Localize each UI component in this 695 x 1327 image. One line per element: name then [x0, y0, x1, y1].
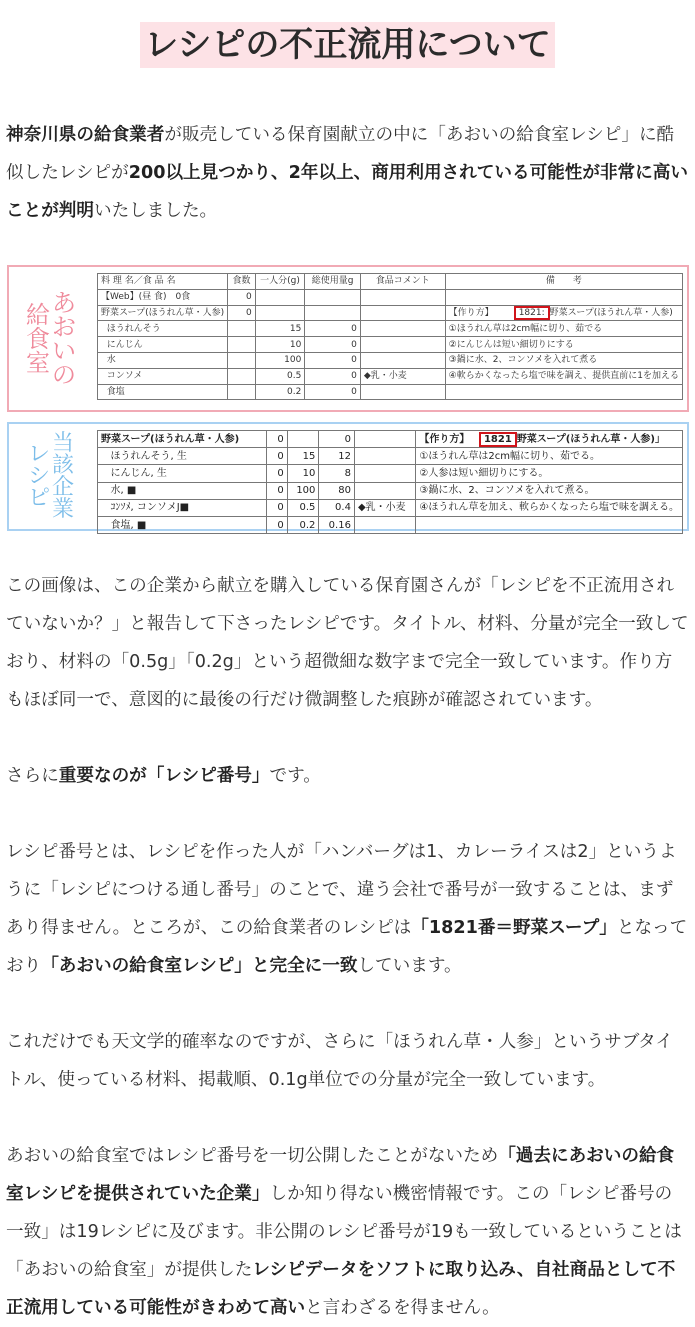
aoi-header-name: 料 理 名／食 品 名: [98, 274, 228, 290]
aoi-ingredient-row: [98, 321, 683, 337]
company-ingredient-total: 12: [319, 448, 355, 465]
company-dish-row: [98, 431, 683, 448]
aoi-dish-row: [98, 305, 683, 321]
aoi-ingredient-per: 15: [255, 321, 305, 337]
aoi-ingredient-count: [228, 352, 256, 368]
company-ingredient-c1: 0: [266, 499, 287, 516]
aoi-ingredient-row: [98, 368, 683, 384]
company-dish-note: [416, 431, 683, 448]
aoi-ingredient-total: 0: [305, 368, 361, 384]
company-recipe-table: [97, 430, 683, 534]
con-text-3: と言わざるを得ません。: [305, 1298, 500, 1318]
aoi-header-note: 備 考: [445, 274, 682, 290]
company-ingredient-note: ①ほうれん草は2cm幅に切り、茹でる。: [416, 448, 683, 465]
company-label-char: 企: [52, 475, 75, 500]
aoi-meal-name: 【Web】(昼 食) 0食: [98, 289, 228, 305]
aoi-label-char: の: [52, 361, 76, 389]
con-bold-2: レシピデータをソフトに取り込み、自社商品として不正流用している可能性がきわめて高い: [6, 1260, 676, 1318]
aoi-dish-count: 0: [228, 305, 256, 321]
company-ingredient-row: [98, 516, 683, 533]
rn-bold-1: 重要なのが「レシピ番号」: [58, 766, 270, 786]
aoi-ingredient-total: 0: [305, 321, 361, 337]
company-label-char: ピ: [27, 486, 50, 511]
aoi-ingredient-note: ②にんじんは短い細切りにする: [445, 337, 682, 353]
aoi-ingredient-note: ③鍋に水、2、コンソメを入れて煮る: [445, 352, 682, 368]
aoi-label-char: い: [52, 337, 76, 365]
aoi-ingredient-comment: [360, 352, 445, 368]
company-ingredient-note: ③鍋に水、2、コンソメを入れて煮る。: [416, 482, 683, 499]
aoi-ingredient-name: コンソメ: [98, 368, 228, 384]
company-ingredient-row: [98, 499, 683, 516]
aoi-ingredient-per: 100: [255, 352, 305, 368]
company-label-char: シ: [27, 464, 50, 489]
conclusion-paragraph: [0, 1137, 695, 1327]
aoi-ingredient-note: ①ほうれん草は2cm幅に切り、茹でる: [445, 321, 682, 337]
aoi-label-char: 給: [26, 301, 50, 329]
aoi-label-char: あ: [52, 289, 76, 317]
aoi-ingredient-name: 水: [98, 352, 228, 368]
company-ingredient-name: にんじん, 生: [98, 465, 267, 482]
con-text-2: しか知り得ない機密情報です。この「レシピ番号の一致」は19レシピに及びます。非公開のレシピ番号が19も一致しているということは「あおいの給食室」が提供した: [6, 1184, 682, 1280]
aoi-ingredient-count: [228, 321, 256, 337]
company-ingredient-c1: 0: [266, 448, 287, 465]
explanation-paragraph: [0, 833, 695, 985]
aoi-meal-row: [98, 289, 683, 305]
aoi-header-comment: 食品コメント: [360, 274, 445, 290]
company-ingredient-total: 8: [319, 465, 355, 482]
aoi-ingredient-comment: [360, 337, 445, 353]
aoi-ingredient-name: 食塩: [98, 384, 228, 400]
aoi-ingredient-row: [98, 384, 683, 400]
company-recipe-box: [7, 422, 689, 531]
company-label-char: レ: [27, 442, 50, 467]
aoi-label-char: お: [52, 313, 76, 341]
company-side-label: [27, 432, 75, 522]
exp-text-1: レシピ番号とは、レシピを作った人が「ハンバーグは1、カレーライスは2」というように「レシピにつける通し番号」のことで、違う会社で番号が一致することは、まずあり得ません。ところが、この給食業者のレシピは: [6, 842, 677, 938]
company-ingredient-c1: 0: [266, 465, 287, 482]
company-note-prefix: 【作り方】: [419, 433, 470, 445]
exp-text-3: しています。: [357, 956, 462, 976]
company-ingredient-total: 0.16: [319, 516, 355, 533]
company-ingredient-comment: [354, 516, 415, 533]
company-ingredient-note: ④ほうれん草を加え、軟らかくなったら塩で味を調える。: [416, 499, 683, 516]
company-label-col1: [52, 433, 74, 521]
aoi-ingredient-note: [445, 384, 682, 400]
company-ingredient-comment: [354, 482, 415, 499]
aoi-label-col1: [52, 291, 76, 387]
intro-bold-2: 200以上見つかり、2年以上、商用利用されている可能性が非常に高いことが判明: [6, 163, 688, 221]
aoi-dish-name: 野菜スープ(ほうれん草・人参): [98, 305, 228, 321]
aoi-ingredient-count: [228, 384, 256, 400]
aoi-ingredient-comment: [360, 321, 445, 337]
company-ingredient-per: 10: [287, 465, 319, 482]
aoi-ingredient-total: 0: [305, 384, 361, 400]
aoi-header-total: 総使用量g: [305, 274, 361, 290]
company-note-title: 野菜スープ(ほうれん草・人参)」: [516, 433, 665, 445]
company-dish-name: 野菜スープ(ほうれん草・人参): [98, 431, 267, 448]
company-label-col2: [28, 444, 50, 510]
company-ingredient-per: 100: [287, 482, 319, 499]
company-ingredient-c1: 0: [266, 516, 287, 533]
company-ingredient-comment: [354, 448, 415, 465]
intro-text-2: いたしました。: [93, 201, 218, 221]
aoi-ingredient-row: [98, 337, 683, 353]
aoi-ingredient-name: にんじん: [98, 337, 228, 353]
aoi-ingredient-per: 10: [255, 337, 305, 353]
aoi-ingredient-note: ④軟らかくなったら塩で味を調え、提供直前に1を加える: [445, 368, 682, 384]
company-dish-c3: 0: [319, 431, 355, 448]
aoi-recipe-table: [97, 273, 683, 400]
aoi-meal-count: 0: [228, 289, 256, 305]
company-ingredient-per: 0.5: [287, 499, 319, 516]
company-ingredient-comment: [354, 465, 415, 482]
intro-paragraph: [0, 116, 695, 230]
aoi-header-count: 食数: [228, 274, 256, 290]
aoi-label-col2: [26, 303, 50, 375]
con-text-1: あおいの給食室ではレシピ番号を一切公開したことがないため: [6, 1146, 499, 1166]
aoi-ingredient-per: 0.2: [255, 384, 305, 400]
exp-text-2: となっており: [6, 918, 688, 976]
company-dish-c1: 0: [266, 431, 287, 448]
recipe-number-paragraph: [0, 757, 695, 795]
aoi-ingredient-name: ほうれんそう: [98, 321, 228, 337]
company-ingredient-per: 0.2: [287, 516, 319, 533]
company-ingredient-name: 水, ■: [98, 482, 267, 499]
company-ingredient-name: 食塩, ■: [98, 516, 267, 533]
aoi-ingredient-comment: [360, 384, 445, 400]
company-ingredient-total: 0.4: [319, 499, 355, 516]
probability-paragraph: これだけでも天文学的確率なのですが、さらに「ほうれん草・人参」というサブタイトル、使っている材料、掲載順、0.1g単位での分量が完全一致しています。: [6, 1032, 673, 1090]
company-label-char: 業: [52, 497, 75, 522]
aoi-table-header: [98, 274, 683, 290]
aoi-header-per: 一人分(g): [255, 274, 305, 290]
rn-text-1: さらに: [6, 766, 59, 786]
con-bold-1: 「過去にあおいの給食室レシピを提供されていた企業」: [6, 1146, 675, 1204]
aoi-ingredient-count: [228, 368, 256, 384]
intro-text-1: が販売している保育園献立の中に「あおいの給食室レシピ」に酷似したレシピが: [6, 125, 675, 183]
company-ingredient-name: ｺﾝｿﾒ, コンソメJ■: [98, 499, 267, 516]
aoi-note-title: 野菜スープ(ほうれん草・人参): [549, 307, 673, 318]
company-ingredient-row: [98, 448, 683, 465]
company-recipe-number: 1821: [479, 432, 517, 447]
company-ingredient-row: [98, 482, 683, 499]
report-paragraph: この画像は、この企業から献立を購入している保育園さんが「レシピを不正流用されていないか？」と報告して下さったレシピです。タイトル、材料、分量が完全一致しており、材料の「0.5g」「0.2g」という超微細な数字まで完全一致しています。作り方もほぼ同一で、意図的に最後の行だけ微調整した痕跡が確認されています。: [6, 576, 689, 710]
company-ingredient-note: ②人参は短い細切りにする。: [416, 465, 683, 482]
company-ingredient-comment: ◆乳・小麦: [354, 499, 415, 516]
company-label-char: 該: [52, 453, 75, 478]
aoi-ingredient-row: [98, 352, 683, 368]
company-ingredient-total: 80: [319, 482, 355, 499]
exp-bold-2: 「あおいの給食室レシピ」と完全に一致: [41, 956, 358, 976]
aoi-label-char: 室: [26, 349, 50, 377]
aoi-dish-note: [445, 305, 682, 321]
company-ingredient-note: [416, 516, 683, 533]
aoi-ingredient-total: 0: [305, 337, 361, 353]
aoi-ingredient-total: 0: [305, 352, 361, 368]
company-ingredient-c1: 0: [266, 482, 287, 499]
rn-text-2: です。: [269, 766, 321, 786]
aoi-ingredient-per: 0.5: [255, 368, 305, 384]
company-label-char: 当: [52, 431, 75, 456]
company-ingredient-row: [98, 465, 683, 482]
aoi-recipe-box: [7, 265, 689, 412]
aoi-note-prefix: 【作り方】: [448, 307, 494, 318]
aoi-ingredient-comment: ◆乳・小麦: [360, 368, 445, 384]
intro-bold-1: 神奈川県の給食業者: [6, 125, 165, 145]
company-ingredient-name: ほうれんそう, 生: [98, 448, 267, 465]
comparison-figure: [7, 265, 689, 531]
aoi-label-char: 食: [26, 325, 50, 353]
exp-bold-1: 「1821番＝野菜スープ」: [411, 918, 617, 938]
company-ingredient-per: 15: [287, 448, 319, 465]
title-wrap: [0, 0, 695, 84]
aoi-side-label: [27, 281, 75, 397]
aoi-recipe-number: 1821:: [514, 306, 550, 320]
aoi-ingredient-count: [228, 337, 256, 353]
page-title: レシピの不正流用について: [140, 22, 554, 68]
